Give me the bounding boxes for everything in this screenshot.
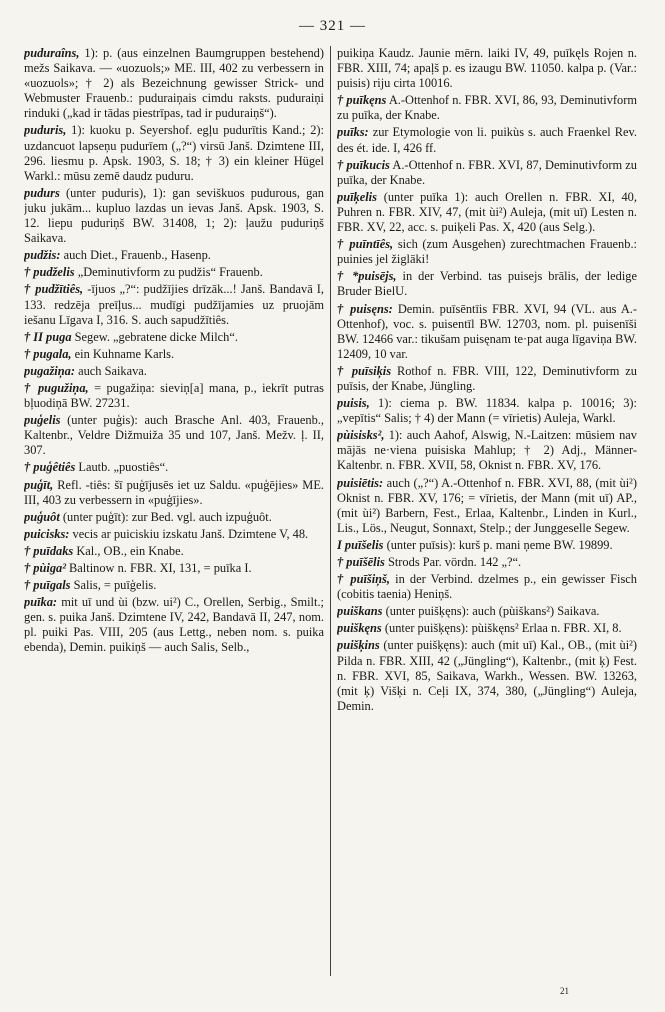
entry-text: A.-Ottenhof n. FBR. XVI, 87, Deminutivform zu puīka, der Knabe.	[337, 157, 637, 187]
entry-headword: puiškęns	[337, 621, 382, 636]
dictionary-entry	[337, 237, 637, 267]
entry-headword: pùisisks²,	[337, 428, 385, 443]
dictionary-entry	[24, 282, 324, 327]
entry-text: (unter puģīt): zur Bed. vgl. auch izpuģuôt.	[62, 509, 272, 524]
entry-headword: puisis,	[337, 396, 370, 411]
dictionary-entry	[24, 510, 324, 525]
entry-headword: † puīgals	[24, 578, 71, 593]
dictionary-entry	[337, 158, 637, 188]
entry-text: (unter puišķęns): pùiškęns² Erlaa n. FBR. XI, 8.	[384, 621, 622, 636]
page-columns	[24, 46, 642, 976]
entry-text: Segew. „gebratene dicke Milch“.	[74, 329, 238, 344]
dictionary-entry	[24, 478, 324, 508]
dictionary-entry	[337, 555, 637, 570]
dictionary-entry	[24, 364, 324, 379]
entry-headword: † puīsiķis	[337, 363, 392, 378]
entry-headword: puisiētis:	[337, 475, 384, 490]
entry-headword: † *puisējs,	[337, 269, 397, 284]
entry-text: (unter puīsis): kurš p. mani ņeme BW. 19899.	[386, 537, 613, 552]
entry-text: Refl. -tiês: šī puģījusēs iet uz Saldu. «puģējies» ME. III, 403 zu verbessern in «puģījies».	[24, 477, 324, 507]
entry-headword: † II puga	[24, 329, 72, 344]
entry-text: vecis ar puiciskiu izskatu Janš. Dzimtene V, 48.	[72, 526, 309, 541]
entry-headword: † puīntīês,	[337, 237, 394, 252]
dictionary-entry	[24, 460, 324, 475]
entry-headword: puicisks:	[24, 526, 70, 541]
dictionary-entry	[337, 125, 637, 155]
entry-headword: puduris,	[24, 123, 67, 138]
entry-text: Strods Par. vördn. 142 „?“.	[387, 555, 522, 569]
dictionary-entry	[24, 46, 324, 121]
entry-text: auch („?“) A.-Ottenhof n. FBR. XVI, 88, (mit ùi²) Oknist n. FBR. XV, 176; = vīrietis, der Mann (mit uī) AP., (mit ùi²) Barbern, Fest., Erlaa, Kaltenbr., Linden in Kurl., Lis., Lös., Neugut, Sonnaxt, Stelp.; der Junggeselle Segew.	[337, 475, 637, 535]
entry-text: Kal., OB., ein Knabe.	[76, 543, 184, 558]
entry-headword: pudžis:	[24, 248, 61, 263]
left-column	[24, 46, 324, 976]
entry-text: 1): kuoku p. Seyershof. egļu pudurītis Kand.; 2): uzdancuot lapseņu pudurīem („?“) virsū Janš. Dzimtene III, 296. liesmu p. Apsk. 1903, S. 18; † 3) ein kleiner Hügel Warkl.: mūsu zemē daudz puduru.	[24, 123, 324, 183]
entry-text: mit uī und ùi (bzw. ui²) C., Orellen, Serbig., Smilt.; gen. s. puika Janš. Dzimtene IV, 242, Bandavā II, 247, nom. pl. puiki Pas. VIII, 205 (aus Lettg., neben nom. s. puika ebenda), Demin. puikiņš — auch Salis, Selb.,	[24, 595, 324, 655]
entry-headword: † puīšiņš,	[337, 572, 390, 587]
entry-text: Rothof n. FBR. VIII, 122, Deminutivform zu puīsis, der Knabe, Jüngling.	[337, 363, 637, 393]
dictionary-entry	[337, 538, 637, 553]
entry-text: auch Diet., Frauenb., Hasenp.	[63, 248, 211, 263]
dictionary-entry	[337, 621, 637, 636]
dictionary-entry	[24, 347, 324, 362]
entry-text: „Deminutivform zu pudžis“ Frauenb.	[77, 265, 263, 280]
dictionary-entry	[24, 330, 324, 345]
entry-headword: † puīdaks	[24, 543, 74, 558]
entry-text: sich (zum Ausgehen) zurechtmachen Frauenb.: puinies jel žiglāki!	[337, 237, 637, 267]
entry-headword: † puisęns:	[337, 301, 393, 316]
entry-headword: † pugala,	[24, 346, 72, 361]
dictionary-entry	[337, 396, 637, 426]
dictionary-entry	[337, 638, 637, 713]
dictionary-entry	[337, 269, 637, 299]
entry-headword: puģelis	[24, 413, 61, 428]
entry-text: (unter puišķęns): auch (pùiškans²) Saikava.	[385, 604, 600, 619]
right-column	[337, 46, 637, 976]
entry-headword: † pugužiņa,	[24, 380, 89, 395]
signature-mark: 21	[560, 986, 569, 996]
entry-text: puikiņa Kaudz. Jaunie mērn. laiki IV, 49, puīkęls Rojen n. FBR. XIII, 74; apaļš p. es izaugu BW. 11050. kalpa p. (Var.: puisis) riju cirta 10016.	[337, 46, 637, 91]
dictionary-entry	[24, 544, 324, 559]
entry-headword: † pùiga²	[24, 561, 66, 575]
entry-text: (unter puīka 1): auch Orellen n. FBR. XI, 40, Puhren n. FBR. XIV, 47, (mit ùi²) Auleja, (mit uī) Lesten n. FBR. XV, 22, acc. s. puiķeli Pas. X, 420 (aus Selg.).	[337, 189, 637, 235]
entry-headword: † puģêtiês	[24, 460, 76, 475]
dictionary-entry	[337, 302, 637, 362]
entry-text: ein Kuhname Karls.	[74, 346, 175, 361]
entry-text: A.-Ottenhof n. FBR. XVI, 86, 93, Deminutivform zu puīka, der Knabe.	[337, 93, 637, 123]
entry-headword: † puīkucis	[337, 157, 390, 172]
page-number: — 321 —	[299, 18, 366, 34]
dictionary-entry	[337, 364, 637, 394]
dictionary-entry	[24, 413, 324, 458]
dictionary-entry	[337, 572, 637, 602]
entry-text: 1): ciema p. BW. 11834. kalpa p. 10016; 3): „vepītis“ Salis; † 4) der Mann (= vīrietis) Auleja, Warkl.	[337, 396, 637, 426]
dictionary-entry	[24, 561, 324, 576]
entry-headword: † puīkęns	[337, 93, 387, 108]
entry-text: in der Verbind. tas puisejs brālis, der ledige Bruder BielU.	[337, 269, 637, 299]
entry-headword: pugažiņa:	[24, 363, 75, 378]
entry-text: 1): p. (aus einzelnen Baumgruppen bestehend) mežs Saikava. — «uozuols;» ME. III, 402 zu verbessern in «uozuols»; † 2) als Bezeichnung gewisser Strick- und Webmuster Frauenb.: puduraiņais cimdu raksts. puduraiņi rinduki („kad ir tādas piestrīpas, tad ir puduraiņš“).	[24, 46, 324, 121]
dictionary-entry	[337, 190, 637, 235]
dictionary-entry	[24, 527, 324, 542]
entry-text: (unter puduris), 1): gan seviškuos pudurous, gan juku jukām... kupluo lazdas un ievas Janš. Apsk. 1903, S. 12. liepu puduriņš BW. 31408, 1; 2): ļaužu puduriņš Saikava.	[24, 185, 324, 246]
entry-headword: puģīt,	[24, 477, 54, 492]
dictionary-entry	[24, 248, 324, 263]
dictionary-entry	[337, 93, 637, 123]
entry-text: Demin. puīsēntīis FBR. XVI, 94 (VL. aus A.-Ottenhof), voc. s. puisentīl BW. 12703, nom. pl. puisenīši BW. 12466 var.: tikušam puisęnam te·pat auga līgaviņa BW. 12409, 10 var.	[337, 301, 637, 361]
entry-headword: puiškans	[337, 604, 383, 619]
entry-text: Baltinow n. FBR. XI, 131, = puīka I.	[69, 561, 252, 575]
entry-headword: puīks:	[337, 125, 369, 140]
entry-headword: I puīšelis	[337, 537, 384, 552]
entry-text: Lautb. „puostiês“.	[78, 460, 169, 475]
entry-text: -ījuos „?“: pudžījies drīzāk...! Janš. Bandavā I, 133. redzēja preīļus... mudīgi pudžījamies uz pruojām iešanu Līgava I, 316. S. auch sapudžītiês.	[24, 282, 324, 327]
entry-text: = pugažiņa: sieviņ[a] mana, p., iekrīt putras bļuodiņā BW. 27231.	[24, 380, 324, 411]
entry-headword: † puīšēlis	[337, 555, 385, 569]
dictionary-entry	[24, 123, 324, 183]
entry-headword: puišķins	[337, 638, 380, 653]
dictionary-entry	[24, 578, 324, 593]
dictionary-entry	[24, 265, 324, 280]
entry-headword: puduraîns,	[24, 46, 80, 60]
entry-headword: puģuôt	[24, 509, 60, 524]
entry-text: 1): auch Aahof, Alswig, N.-Laitzen: mūsiem nav mājās ne·viena puisiska Mahlup; † 2) Adj., Männer- Kaltenbr. n. FBR. XVII, 58, Oknist n. FBR. XV, 176.	[337, 428, 637, 473]
dictionary-entry	[337, 604, 637, 619]
column-divider	[330, 46, 331, 976]
dictionary-entry	[337, 476, 637, 536]
entry-text: Salis, = puīģelis.	[73, 578, 157, 593]
entry-headword: † pudžītiês,	[24, 282, 84, 297]
entry-text: (unter puišķęns): auch (mit uī) Kal., OB., (mit ùi²) Pilda n. FBR. XIII, 42 („Jüngling“), Kaltenbr., (mit ķ) Fest. n. FBR. XVI, 85, Saikava, Warkh., Wessen. BW. 13263, (mit ķ) Višķi n. Ceļi IX, 374, 380, („Jüngling“) Auleja, Demin.	[337, 638, 637, 713]
dictionary-entry	[24, 381, 324, 411]
dictionary-entry	[337, 428, 637, 473]
entry-headword: pudurs	[24, 185, 60, 200]
dictionary-entry	[24, 595, 324, 655]
entry-headword: † pudželis	[24, 265, 75, 280]
dictionary-entry	[337, 46, 637, 91]
entry-text: zur Etymologie von li. puikùs s. auch Fraenkel Rev. des ét. ide. I, 426 ff.	[337, 125, 637, 155]
entry-headword: puīka:	[24, 595, 58, 610]
dictionary-entry	[24, 186, 324, 246]
entry-text: auch Saikava.	[78, 363, 147, 378]
entry-text: in der Verbind. dzelmes p., ein gewisser Fisch (cobitis taenia) Heniņš.	[337, 572, 637, 602]
entry-headword: puīķelis	[337, 189, 377, 204]
entry-text: (unter puģis): auch Brasche Anl. 403, Frauenb., Kaltenbr., Veldre Dižmuiža 35 und 107, Janš. Mežv. ļ. II, 307.	[24, 413, 324, 458]
